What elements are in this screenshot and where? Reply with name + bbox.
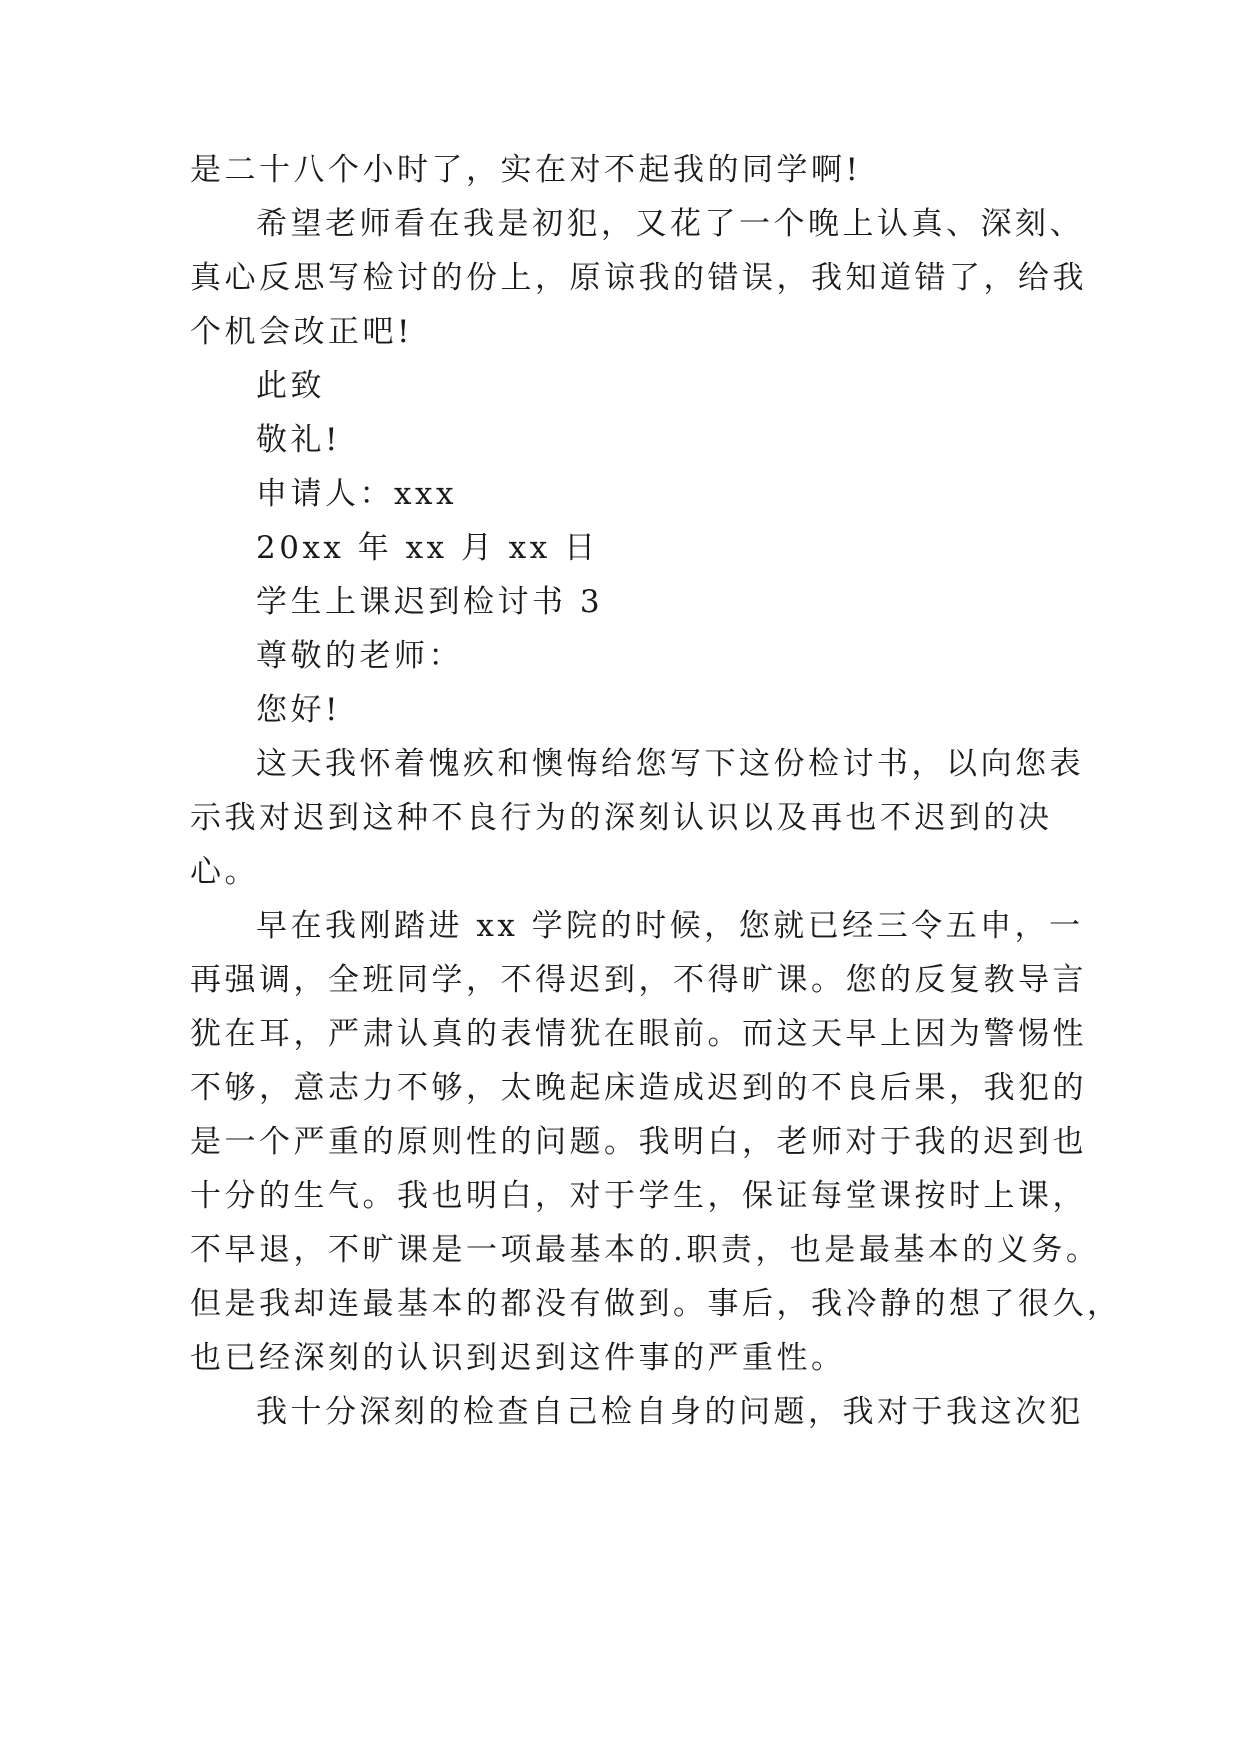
closing-salutation: 此致 <box>256 368 325 404</box>
letter-hello: 您好! <box>256 692 341 728</box>
applicant-signature: 申请人：xxx <box>256 476 457 512</box>
section-title: 学生上课迟到检讨书 3 <box>256 584 604 620</box>
body-line-17: 犹在耳，严肃认真的表情犹在眼前。而这天早上因为警惕性 <box>190 1016 1087 1052</box>
body-line-21: 不早退，不旷课是一项最基本的.职责，也是最基本的义务。 <box>190 1232 1101 1268</box>
body-line-1: 是二十八个小时了，实在对不起我的同学啊! <box>190 152 862 188</box>
body-line-20: 十分的生气。我也明白，对于学生，保证每堂课按时上课， <box>190 1178 1087 1214</box>
body-line-18: 不够，意志力不够，太晚起床造成迟到的不良后果，我犯的 <box>190 1070 1087 1106</box>
body-line-4: 个机会改正吧! <box>190 314 413 350</box>
body-line-14: 心。 <box>190 854 259 890</box>
body-line-23: 也已经深刻的认识到迟到这件事的严重性。 <box>190 1340 846 1376</box>
letter-greeting: 尊敬的老师： <box>256 638 463 674</box>
body-line-2: 希望老师看在我是初犯，又花了一个晚上认真、深刻、 <box>256 206 1084 242</box>
letter-date: 20xx 年 xx 月 xx 日 <box>256 530 599 566</box>
body-line-3: 真心反思写检讨的份上，原谅我的错误，我知道错了，给我 <box>190 260 1087 296</box>
body-line-15: 早在我刚踏进 xx 学院的时候，您就已经三令五申，一 <box>256 908 1084 944</box>
body-line-16: 再强调，全班同学，不得迟到，不得旷课。您的反复教导言 <box>190 962 1087 998</box>
body-line-24: 我十分深刻的检查自己检自身的问题，我对于我这次犯 <box>256 1394 1084 1430</box>
closing-regards: 敬礼! <box>256 422 341 458</box>
body-line-19: 是一个严重的原则性的问题。我明白，老师对于我的迟到也 <box>190 1124 1087 1160</box>
body-line-13: 示我对迟到这种不良行为的深刻认识以及再也不迟到的决 <box>190 800 1053 836</box>
body-line-12: 这天我怀着愧疚和懊悔给您写下这份检讨书，以向您表 <box>256 746 1084 782</box>
body-line-22: 但是我却连最基本的都没有做到。事后，我冷静的想了很久， <box>190 1286 1122 1322</box>
